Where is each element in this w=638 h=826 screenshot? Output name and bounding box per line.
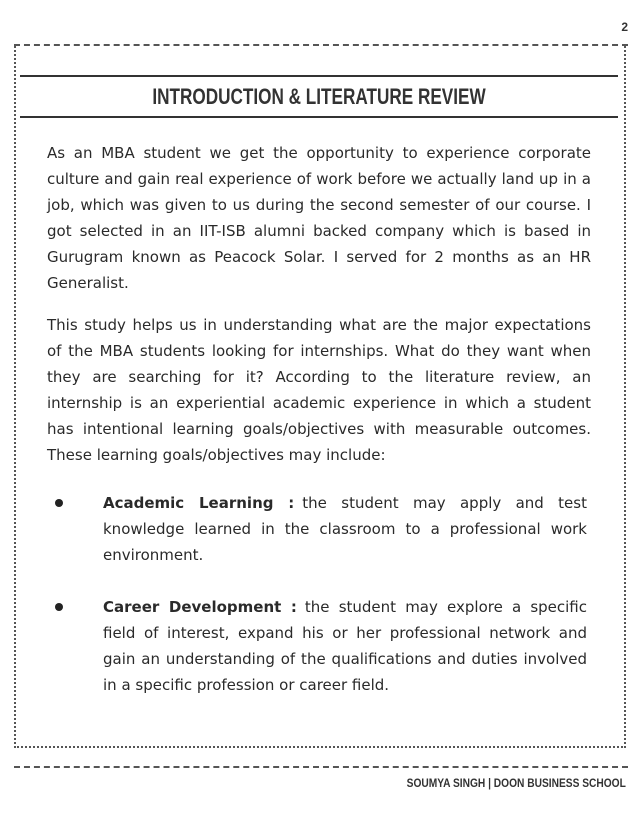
bullet-dot-icon (55, 499, 63, 507)
intro-paragraph: As an MBA student we get the opportunity to experience corporate culture and gain real experience of work before we actually land up in a job, which was given to us during the second semester of our course. I got selected in an IIT-ISB alumni backed company which is based in Gurugram known as Peacock Solar. I served for 2 months as an HR Generalist. (47, 144, 591, 292)
list-item-text: the student may explore a specific field of interest, expand his or her professional network and gain an understanding of the qualifications and duties involved in a specific profession or career field. (103, 598, 587, 694)
study-paragraph: This study helps us in understanding what are the major expectations of the MBA students looking for internships. What do they want when they are searching for it? According to the literature review, an internship is an experiential academic experience in which a student has intentional learning goals/objectives with measurable outcomes. These learning goals/objectives may include: (47, 316, 591, 464)
footer-author: SOUMYA SINGH | DOON BUSINESS SCHOOL (406, 776, 626, 790)
list-item-term: Academic Learning : (103, 494, 295, 512)
list-item-term: Career Development : (103, 598, 297, 616)
bullet-dot-icon (55, 603, 63, 611)
goals-list (47, 490, 591, 698)
bottom-dashed-rule (14, 766, 628, 768)
list-item-text: the student may apply and test knowledge learned in the classroom to a professional work environment. (103, 494, 587, 564)
heading-rule-top (20, 75, 618, 77)
heading-rule-bottom (20, 116, 618, 118)
page-title: INTRODUCTION & LITERATURE REVIEW (152, 84, 486, 109)
body-content (47, 140, 591, 724)
list-item (47, 490, 591, 568)
list-item (47, 594, 591, 698)
page-number: 2 (621, 20, 628, 34)
